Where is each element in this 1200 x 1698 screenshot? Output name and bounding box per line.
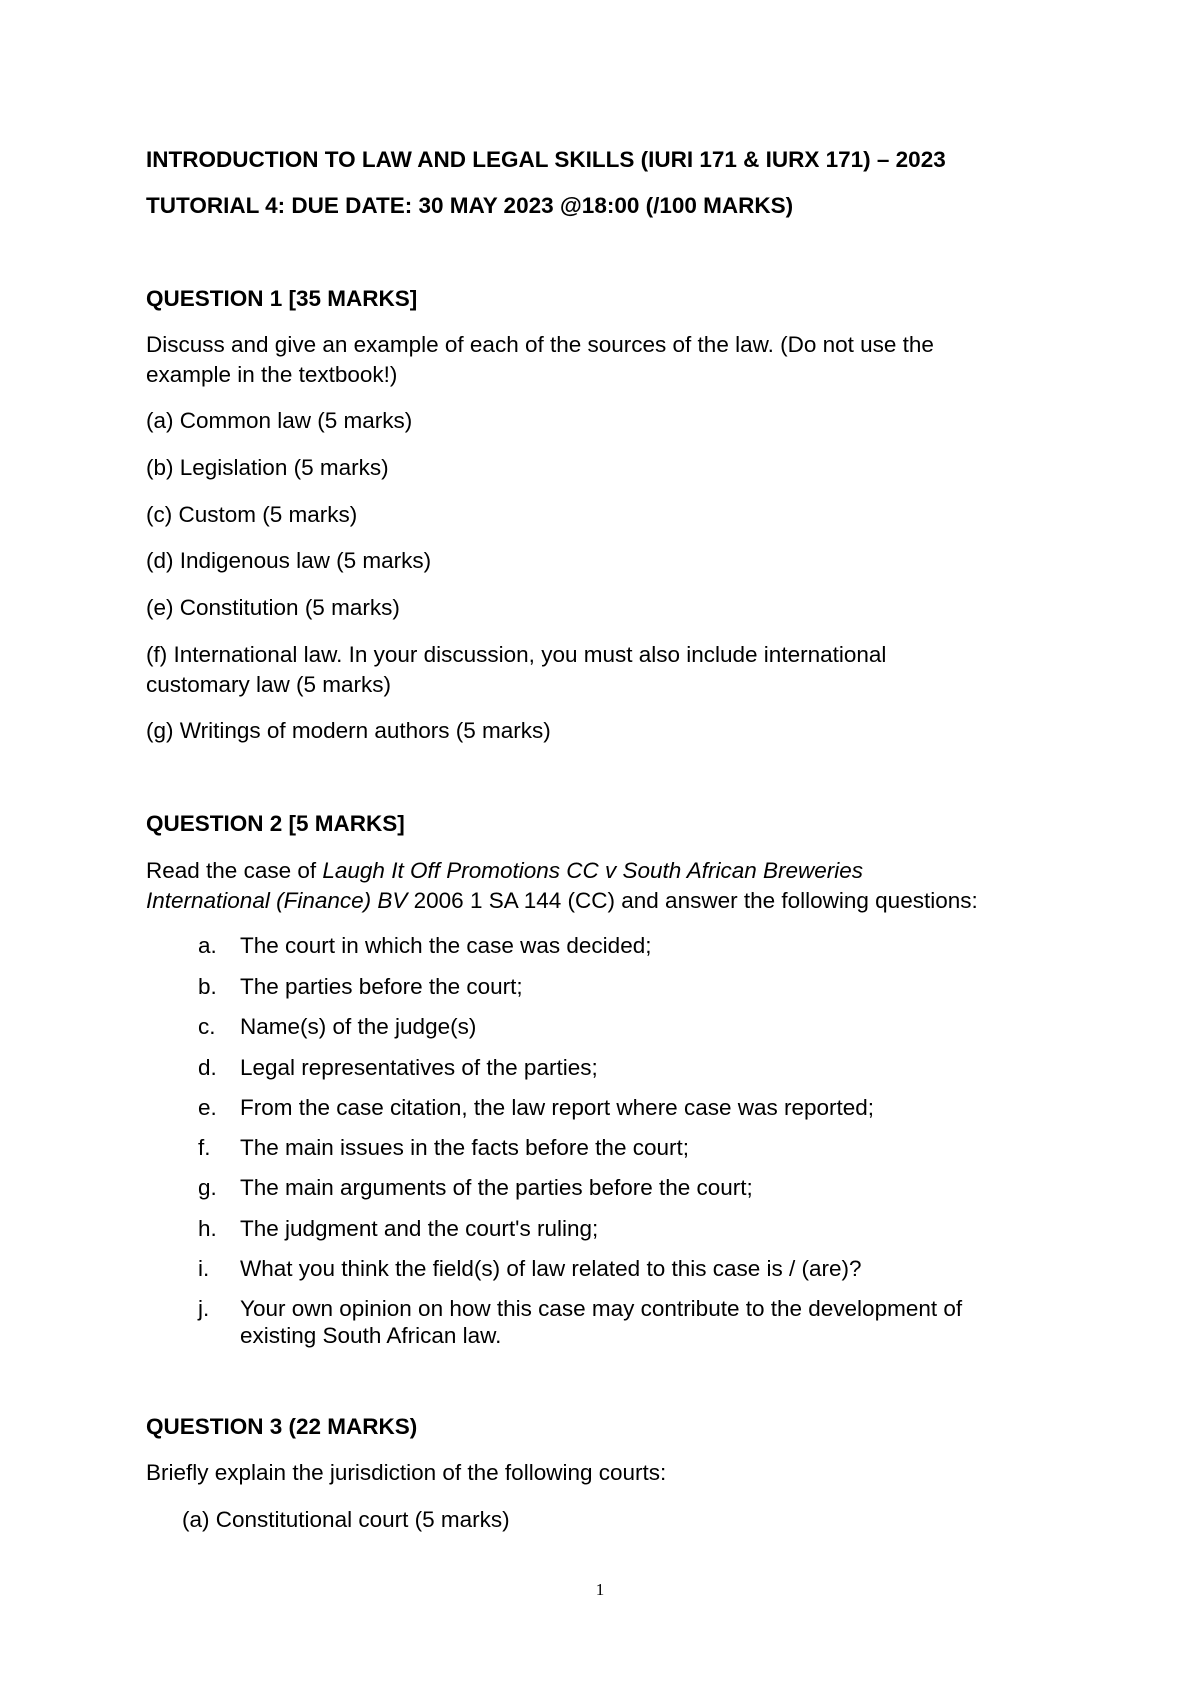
question-2-item-letter: c. <box>198 1014 216 1039</box>
question-3-heading: QUESTION 3 (22 MARKS) <box>146 1414 418 1439</box>
question-2-intro-line-1 <box>146 855 863 886</box>
question-1-intro-line-2: example in the textbook!) <box>146 362 398 387</box>
question-1-item-d: (d) Indigenous law (5 marks) <box>146 548 432 573</box>
question-2-intro-suffix: 2006 1 SA 144 (CC) and answer the following questions: <box>407 888 978 913</box>
question-1-item-b: (b) Legislation (5 marks) <box>146 455 389 480</box>
case-name-part-2: International (Finance) BV <box>146 888 408 913</box>
question-2-item-text: Your own opinion on how this case may contribute to the development of <box>240 1296 963 1321</box>
question-1-item-g: (g) Writings of modern authors (5 marks) <box>146 718 551 743</box>
question-2-item-text: The judgment and the court's ruling; <box>240 1216 599 1241</box>
question-2-item-text: Name(s) of the judge(s) <box>240 1014 477 1039</box>
case-name-part-1: Laugh It Off Promotions CC v South African Breweries <box>322 858 864 883</box>
question-2-item-text: What you think the field(s) of law related to this case is / (are)? <box>240 1256 862 1281</box>
question-1-intro-line-1: Discuss and give an example of each of the sources of the law. (Do not use the <box>146 332 934 357</box>
document-subtitle: TUTORIAL 4: DUE DATE: 30 MAY 2023 @18:00 (/100 MARKS) <box>146 193 794 218</box>
question-2-item-letter: h. <box>198 1216 217 1241</box>
question-2-item-text: The court in which the case was decided; <box>240 933 652 958</box>
question-2-item-letter: f. <box>198 1135 211 1160</box>
question-2-item-text-continued: existing South African law. <box>240 1323 502 1348</box>
question-2-intro-prefix: Read the case of <box>146 858 323 883</box>
document-title: INTRODUCTION TO LAW AND LEGAL SKILLS (IURI 171 & IURX 171) – 2023 <box>146 147 946 172</box>
question-2-item-letter: g. <box>198 1175 217 1200</box>
question-1-heading: QUESTION 1 [35 MARKS] <box>146 286 418 311</box>
question-2-item-text: The main arguments of the parties before the court; <box>240 1175 753 1200</box>
question-2-item-letter: a. <box>198 933 217 958</box>
page-number: 1 <box>595 1580 605 1599</box>
question-2-item-letter: e. <box>198 1095 217 1120</box>
question-1-item-e: (e) Constitution (5 marks) <box>146 595 400 620</box>
question-1-item-a: (a) Common law (5 marks) <box>146 408 413 433</box>
question-2-heading: QUESTION 2 [5 MARKS] <box>146 811 405 836</box>
question-2-item-letter: j. <box>198 1296 210 1321</box>
question-3-item-a: (a) Constitutional court (5 marks) <box>182 1507 510 1532</box>
question-2-item-text: The main issues in the facts before the court; <box>240 1135 689 1160</box>
question-1-item-f: (f) International law. In your discussion, you must also include international <box>146 642 887 667</box>
question-1-item-c: (c) Custom (5 marks) <box>146 502 358 527</box>
question-2-item-letter: b. <box>198 974 217 999</box>
question-2-intro-line-2 <box>146 885 978 916</box>
question-2-item-letter: i. <box>198 1256 210 1281</box>
question-2-item-text: The parties before the court; <box>240 974 523 999</box>
question-2-item-letter: d. <box>198 1055 217 1080</box>
question-3-intro: Briefly explain the jurisdiction of the following courts: <box>146 1460 667 1485</box>
question-2-item-text: From the case citation, the law report where case was reported; <box>240 1095 875 1120</box>
question-1-item-f-continued: customary law (5 marks) <box>146 672 392 697</box>
question-2-item-text: Legal representatives of the parties; <box>240 1055 598 1080</box>
